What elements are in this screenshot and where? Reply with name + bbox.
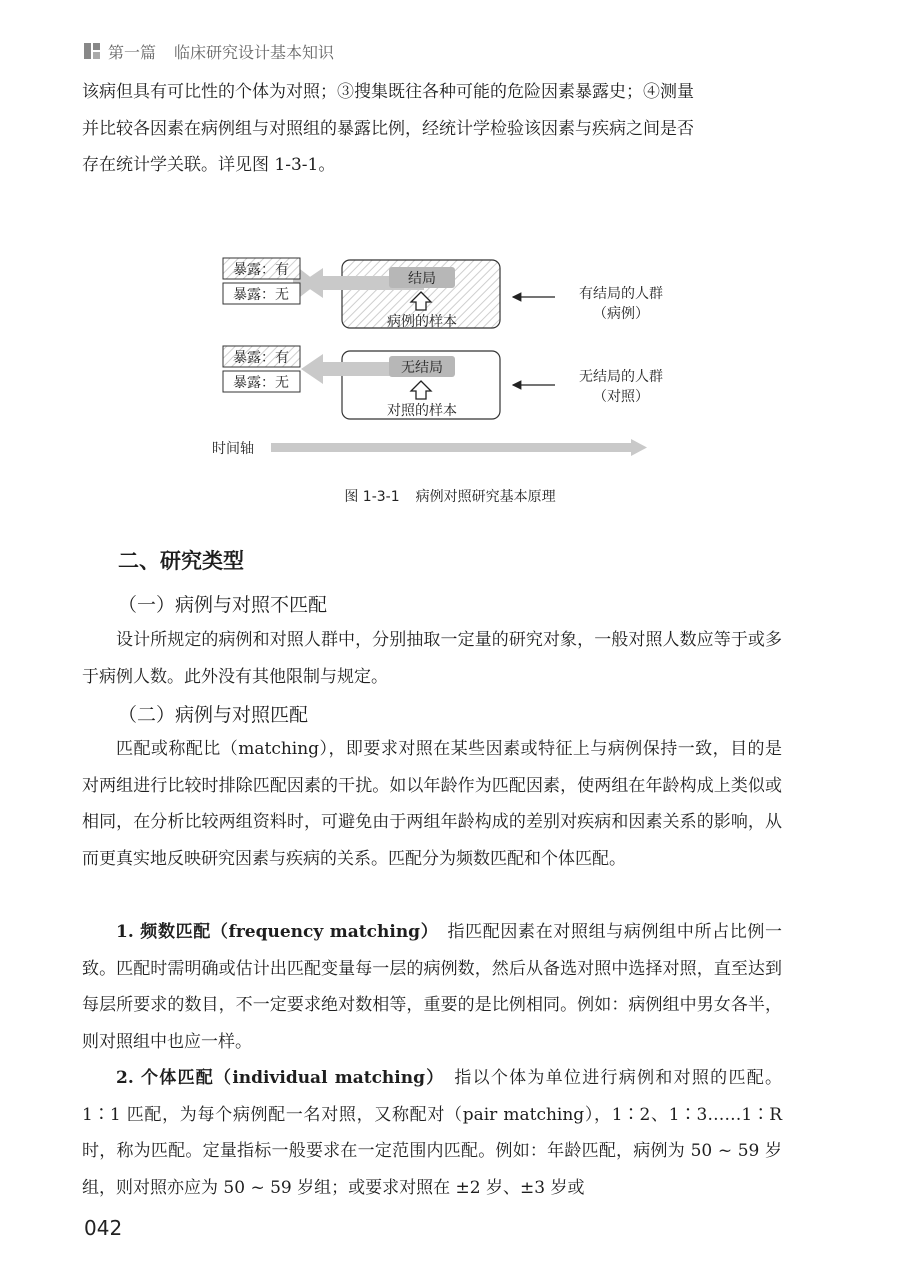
case-group-label: 有结局的人群 bbox=[579, 286, 663, 302]
control-exposure-yes: 暴露：有 bbox=[233, 350, 289, 366]
control-group-sub: （对照） bbox=[593, 389, 649, 405]
control-outcome-label: 无结局 bbox=[401, 360, 443, 376]
individual-matching-term: 2. 个体匹配（individual matching） bbox=[116, 1068, 437, 1088]
header-part: 第一篇 bbox=[108, 42, 157, 62]
control-exposure-no: 暴露：无 bbox=[233, 375, 289, 391]
control-arrow-tip bbox=[301, 354, 323, 384]
header-title-text: 临床研究设计基本知识 bbox=[174, 42, 335, 62]
control-sample-label: 对照的样本 bbox=[387, 403, 457, 419]
subsection-1-heading: （一）病例与对照不匹配 bbox=[118, 594, 328, 616]
case-group bbox=[223, 258, 663, 330]
time-axis-arrowhead bbox=[631, 439, 647, 456]
figure-number: 图 1-3-1 bbox=[344, 489, 400, 505]
page-number: 042 bbox=[84, 1216, 123, 1240]
figure-title: 病例对照研究基本原理 bbox=[415, 489, 556, 505]
time-axis-bar bbox=[271, 443, 633, 452]
control-group-label: 无结局的人群 bbox=[579, 369, 663, 385]
frequency-matching-paragraph bbox=[82, 914, 782, 1060]
case-exposure-yes: 暴露：有 bbox=[233, 262, 289, 278]
section-heading: 二、研究类型 bbox=[118, 549, 244, 573]
figure-caption bbox=[0, 486, 900, 506]
individual-matching-paragraph bbox=[82, 1060, 782, 1206]
case-group-sub: （病例） bbox=[593, 306, 649, 322]
frequency-matching-term: 1. 频数匹配（frequency matching） bbox=[116, 922, 430, 942]
case-exposure-no: 暴露：无 bbox=[233, 287, 289, 303]
case-outcome-label: 结局 bbox=[408, 271, 436, 287]
individual-matching-text-b: 1∶1 匹配，为每个病例配一名对照，又称配对（pair matching），1∶2、1∶3……1∶R 时，称为匹配。定量指标一般要求在一定范围内匹配。例如：年龄匹配，病例为 50 ~ 59 岁组，则对照亦应为 50 ~ 59 岁组；或要求对照在 ±2 岁、±3 岁或 bbox=[82, 1104, 782, 1198]
book-icon bbox=[84, 43, 100, 59]
control-group bbox=[223, 346, 663, 419]
intro-line-2: 并比较各因素在病例组与对照组的暴露比例，经统计学检验该因素与疾病之间是否 bbox=[82, 118, 694, 139]
frequency-matching-text: 指匹配因素在对照组与病例组中所占比例一致。匹配时需明确或估计出匹配变量每一层的病例数，然后从备选对照中选择对照，直至达到每层所要求的数目，不一定要求绝对数相等，重要的是比例相同。例如：病例组中男女各半，则对照组中也应一样。 bbox=[82, 922, 783, 1052]
time-axis-label: 时间轴 bbox=[212, 441, 254, 457]
intro-line-1: 该病但具有可比性的个体为对照；③搜集既往各种可能的危险因素暴露史；④测量 bbox=[82, 82, 694, 102]
subsection-2-heading: （二）病例与对照匹配 bbox=[118, 704, 309, 726]
case-control-diagram bbox=[205, 240, 685, 470]
subsection-2-text: 匹配或称配比（matching），即要求对照在某些因素或特征上与病例保持一致，目的是对两组进行比较时排除匹配因素的干扰。如以年龄作为匹配因素，使两组在年龄构成上类似或相同，在分析比较两组资料时，可避免由于两组年龄构成的差别对疾病和因素关系的影响，从而更真实地反映研究因素与疾病的关系。匹配分为频数匹配和个体匹配。 bbox=[82, 739, 782, 869]
individual-matching-text-a: 指以个体为单位进行病例和对照的匹配。 bbox=[454, 1068, 783, 1088]
subsection-1-text: 设计所规定的病例和对照人群中，分别抽取一定量的研究对象，一般对照人数应等于或多于病例人数。此外没有其他限制与规定。 bbox=[82, 630, 782, 687]
intro-line-3: 存在统计学关联。详见图 1-3-1。 bbox=[82, 155, 336, 175]
running-header bbox=[84, 40, 334, 62]
case-sample-label: 病例的样本 bbox=[387, 314, 457, 330]
header-title bbox=[108, 40, 334, 63]
